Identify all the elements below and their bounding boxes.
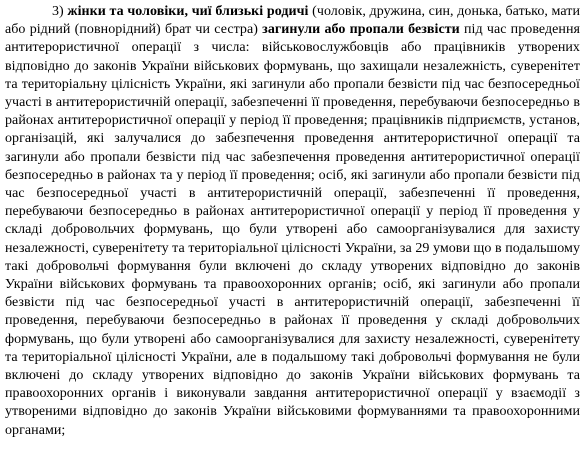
bold-lead-phrase: жінки та чоловіки, чиї близькі родичі [67, 4, 309, 19]
bold-status-phrase: загинули або пропали безвісти [262, 22, 460, 38]
item-number: 3) [52, 4, 64, 19]
relatives-clause: (чоловік, дружина, син, донька, батько, мати або рідний (повнорідний) брат чи сестра) [5, 4, 580, 38]
paragraph-item-3 [5, 3, 580, 440]
paragraph-body-text: під час проведення антитерористичної операції з числа: військовослужбовців або працівників утворених відповідно до законів України військових формувань, що захищали незалежність, суверенітет та територіальну цілісність України, які загинули або пропали безвісти під час безпосередньої участі в антитерористичній операції, забезпеченні її проведення, перебуваючи безпосередньо в районах антитерористичної операції у період її проведення; працівників підприємств, установ, організацій, які залучалися до забезпечення проведення антитерористичної операції та загинули або пропали безвісти під час забезпечення проведення антитерористичної операції безпосередньо в районах та у період її проведення; осіб, які загинули або пропали безвісти під час безпосередньої участі в антитерористичній операції, забезпеченні її проведення, перебуваючи безпосередньо в районах антитерористичної операції у період її проведення у складі добровольчих формувань, що були утворені або самоорганізувалися для захисту незалежності, суверенітету та територіальної цілісності України, за 29 умови що в подальшому такі добровольчі формування були включені до складу утворених відповідно до законів України військових формувань та правоохоронних органів; осіб, які загинули або пропали безвісти під час безпосередньої участі в антитерористичній операції, забезпеченні її проведення, перебуваючи безпосередньо в районах її проведення у складі добровольчих формувань, що були утворені або самоорганізувалися для захисту незалежності, суверенітету та територіальної цілісності України, але в подальшому такі добровольчі формування не були включені до складу утворених відповідно до законів України військових формувань та правоохоронних органів і виконували завдання антитерористичної операції у взаємодії з утвореними відповідно до законів України військовими формуваннями та правоохоронними органами; [5, 22, 580, 438]
